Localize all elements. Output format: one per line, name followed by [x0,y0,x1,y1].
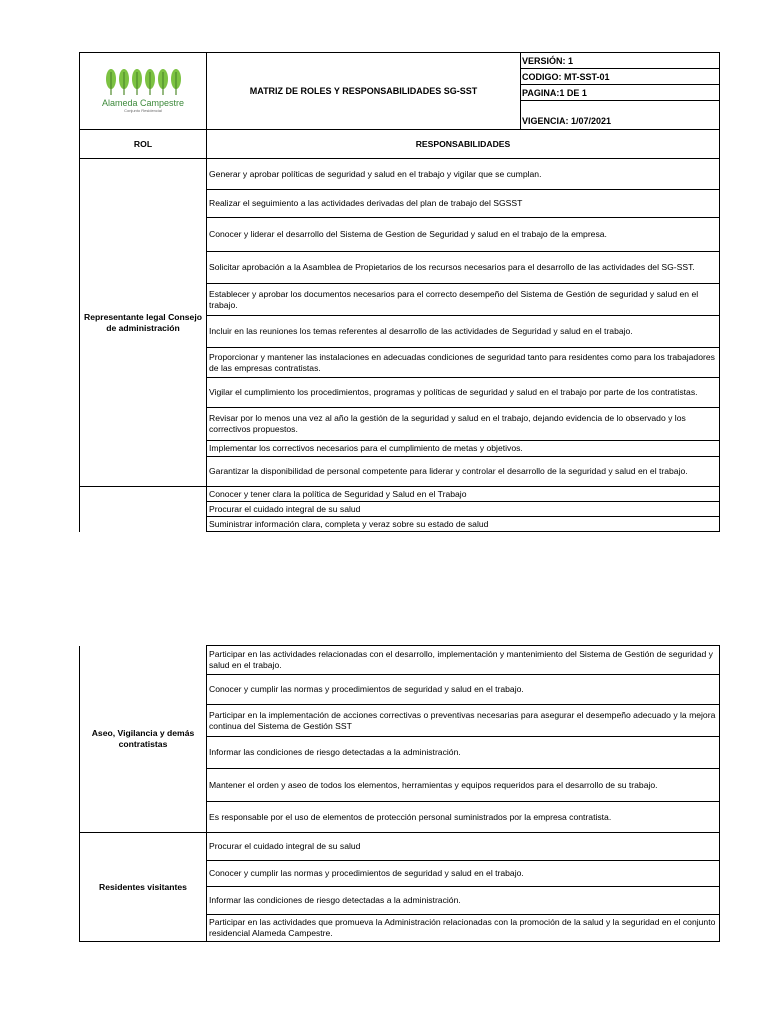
role-contractors: Aseo, Vigilancia y demás contratistas [80,646,207,833]
responsibility-item: Participar en las actividades que promueva la Administración relacionadas con la promoción de la salud y la seguridad en el conjunto residencial Alameda Campestre. [207,915,720,942]
column-header-responsibilities: RESPONSABILIDADES [207,130,720,159]
roles-table-top [79,129,720,532]
responsibility-item: Participar en las actividades relacionadas con el desarrollo, implementación y mantenimiento del Sistema de Gestión de seguridad y salud en el trabajo. [207,646,720,675]
logo-cell [80,53,207,130]
responsibility-item: Participar en la implementación de acciones correctivas o preventivas necesarias para asegurar el desempeño adecuado y la mejora continua del Sistema de Gestión SST [207,705,720,737]
logo-name: Alameda Campestre [101,98,185,108]
responsibility-item: Generar y aprobar políticas de seguridad y salud en el trabajo y vigilar que se cumplan. [207,159,720,190]
trees-icon [103,68,183,96]
logo-subtitle: Conjunto Residencial [124,108,162,113]
responsibility-item: Vigilar el cumplimiento los procedimientos, programas y políticas de seguridad y salud en el trabajo por parte de los contratistas. [207,378,720,408]
role-resident-visitors: Residentes visitantes [80,833,207,942]
code-label: CODIGO: MT-SST-01 [521,69,720,85]
responsibility-item: Conocer y tener clara la política de Seguridad y Salud en el Trabajo [207,487,720,502]
document-header [79,52,720,130]
table-row [80,159,720,190]
responsibility-item: Proporcionar y mantener las instalaciones en adecuadas condiciones de seguridad tanto para residentes como para los trabajadores de las empresas contratistas. [207,348,720,378]
responsibility-item: Conocer y cumplir las normas y procedimientos de seguridad y salud en el trabajo. [207,675,720,705]
responsibility-item: Es responsable por el uso de elementos de protección personal suministrados por la empresa contratista. [207,802,720,833]
version-label: VERSIÓN: 1 [521,53,720,69]
column-header-role: ROL [80,130,207,159]
responsibility-item: Informar las condiciones de riesgo detectadas a la administración. [207,737,720,769]
responsibility-item: Realizar el seguimiento a las actividades derivadas del plan de trabajo del SGSST [207,190,720,218]
responsibility-item: Procurar el cuidado integral de su salud [207,833,720,861]
responsibility-item: Conocer y cumplir las normas y procedimientos de seguridad y salud en el trabajo. [207,861,720,887]
roles-table-bottom [79,645,720,942]
alameda-campestre-logo [93,68,193,113]
table-row [80,487,720,502]
responsibility-item: Procurar el cuidado integral de su salud [207,502,720,517]
responsibility-item: Informar las condiciones de riesgo detectadas a la administración. [207,887,720,915]
validity-label: VIGENCIA: 1/07/2021 [521,101,720,130]
responsibility-item: Mantener el orden y aseo de todos los elementos, herramientas y equipos requeridos para el desarrollo de su trabajo. [207,769,720,802]
responsibility-item: Solicitar aprobación a la Asamblea de Propietarios de los recursos necesarios para el desarrollo de las actividades del SG-SST. [207,252,720,284]
table-row [80,833,720,861]
responsibility-item: Incluir en las reuniones los temas referentes al desarrollo de las actividades de Seguridad y salud en el trabajo. [207,316,720,348]
role-legal-representative: Representante legal Consejo de administración [80,159,207,487]
page-label: PAGINA:1 DE 1 [521,85,720,101]
responsibility-item: Suministrar información clara, completa y veraz sobre su estado de salud [207,517,720,532]
responsibility-item: Establecer y aprobar los documentos necesarios para el correcto desempeño del Sistema de Gestión de seguridad y salud en el trabajo. [207,284,720,316]
responsibility-item: Implementar los correctivos necesarios para el cumplimiento de metas y objetivos. [207,441,720,457]
responsibility-item: Conocer y liderar el desarrollo del Sistema de Gestion de Seguridad y salud en el trabajo de la empresa. [207,218,720,252]
column-header-row [80,130,720,159]
role-cell-cut [80,487,207,532]
responsibility-item: Revisar por lo menos una vez al año la gestión de la seguridad y salud en el trabajo, dejando evidencia de lo observado y los correctivos propuestos. [207,408,720,441]
responsibility-item: Garantizar la disponibilidad de personal competente para liderar y controlar el desarrollo de la seguridad y salud en el trabajo. [207,457,720,487]
table-row [80,646,720,675]
document-title: MATRIZ DE ROLES Y RESPONSABILIDADES SG-SST [207,53,521,130]
